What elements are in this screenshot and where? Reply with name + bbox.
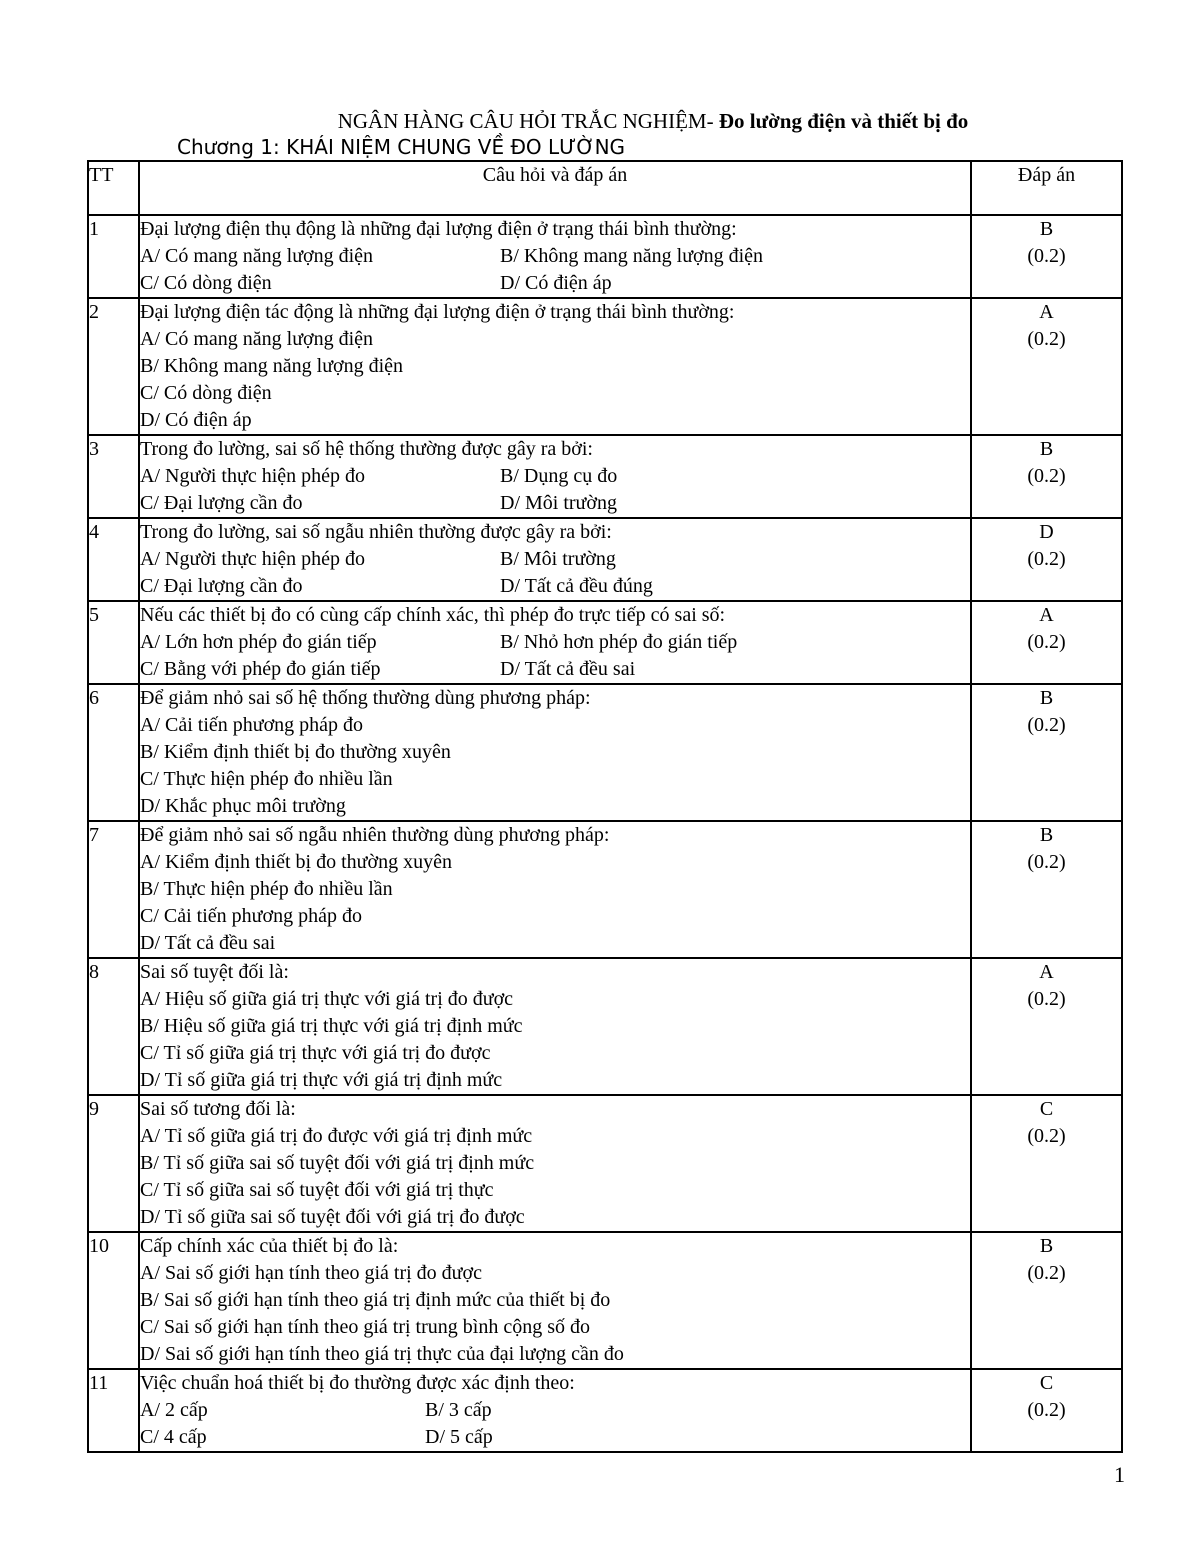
question-cell	[139, 684, 971, 821]
option-a: A/ Có mang năng lượng điện	[140, 245, 374, 267]
option-d: D/ Có điện áp	[500, 272, 612, 294]
question-text: Việc chuẩn hoá thiết bị đo thường được xác định theo:	[140, 1372, 575, 1394]
question-cell	[139, 821, 971, 958]
table-row	[88, 1369, 1122, 1452]
option-a: A/ Tỉ số giữa giá trị đo được với giá trị định mức	[140, 1125, 533, 1147]
option-a: A/ Lớn hơn phép đo gián tiếp	[140, 631, 377, 653]
option-c: C/ Đại lượng cần đo	[140, 492, 303, 514]
row-number: 8	[88, 958, 139, 1095]
answer-letter: B	[1039, 218, 1054, 240]
answer-letter: C	[1039, 1372, 1054, 1394]
header-question: Câu hỏi và đáp án	[139, 161, 971, 215]
answer-cell	[971, 215, 1122, 298]
chapter-heading: Chương 1: KHÁI NIỆM CHUNG VỀ ĐO LƯỜNG	[177, 135, 626, 159]
question-cell	[139, 215, 971, 298]
answer-cell	[971, 684, 1122, 821]
answer-letter: B	[1039, 438, 1054, 460]
answer-letter: B	[1039, 1235, 1054, 1257]
option-a: A/ Cải tiến phương pháp đo	[140, 714, 364, 736]
answer-score: (0.2)	[1027, 465, 1066, 487]
answer-score: (0.2)	[1027, 1399, 1066, 1421]
question-cell	[139, 518, 971, 601]
row-number: 7	[88, 821, 139, 958]
answer-letter: A	[1039, 961, 1054, 983]
page-number: 1	[1114, 1462, 1125, 1487]
answer-cell	[971, 298, 1122, 435]
answer-cell	[971, 1369, 1122, 1452]
answer-score: (0.2)	[1027, 245, 1066, 267]
option-c: C/ Sai số giới hạn tính theo giá trị trung bình cộng số đo	[140, 1316, 590, 1338]
question-cell	[139, 435, 971, 518]
header-tt: TT	[88, 161, 139, 215]
answer-cell	[971, 518, 1122, 601]
answer-cell	[971, 958, 1122, 1095]
table-row	[88, 821, 1122, 958]
header-answer: Đáp án	[971, 161, 1122, 215]
row-number: 3	[88, 435, 139, 518]
answer-score: (0.2)	[1027, 1262, 1066, 1284]
option-a: A/ Có mang năng lượng điện	[140, 328, 374, 350]
question-text: Sai số tương đối là:	[140, 1098, 296, 1120]
answer-score: (0.2)	[1027, 1125, 1066, 1147]
row-number: 5	[88, 601, 139, 684]
option-d: D/ Môi trường	[500, 492, 617, 514]
option-c: C/ 4 cấp	[140, 1426, 207, 1448]
document-title	[0, 108, 1200, 134]
question-text: Để giảm nhỏ sai số ngẫu nhiên thường dùng phương pháp:	[140, 824, 610, 846]
option-d: D/ Tất cả đều sai	[140, 932, 276, 954]
table-row	[88, 215, 1122, 298]
table-row	[88, 684, 1122, 821]
option-b: B/ Không mang năng lượng điện	[500, 245, 764, 267]
table-row	[88, 518, 1122, 601]
answer-letter: B	[1039, 824, 1054, 846]
question-cell	[139, 958, 971, 1095]
answer-letter: D	[1039, 521, 1054, 543]
option-b: B/ Thực hiện phép đo nhiều lần	[140, 878, 393, 900]
row-number: 6	[88, 684, 139, 821]
question-cell	[139, 298, 971, 435]
option-c: C/ Cải tiến phương pháp đo	[140, 905, 362, 927]
option-b: B/ Môi trường	[500, 548, 616, 570]
table-row	[88, 435, 1122, 518]
option-a: A/ 2 cấp	[140, 1399, 208, 1421]
answer-cell	[971, 601, 1122, 684]
option-c: C/ Tỉ số giữa sai số tuyệt đối với giá trị thực	[140, 1179, 494, 1201]
option-d: D/ Khắc phục môi trường	[140, 795, 346, 817]
option-b: B/ Nhỏ hơn phép đo gián tiếp	[500, 631, 738, 653]
option-c: C/ Thực hiện phép đo nhiều lần	[140, 768, 393, 790]
answer-letter: B	[1039, 687, 1054, 709]
question-text: Để giảm nhỏ sai số hệ thống thường dùng phương pháp:	[140, 687, 591, 709]
question-text: Đại lượng điện thụ động là những đại lượng điện ở trạng thái bình thường:	[140, 218, 737, 240]
answer-cell	[971, 435, 1122, 518]
option-b: B/ Tỉ số giữa sai số tuyệt đối với giá trị định mức	[140, 1152, 535, 1174]
option-a: A/ Hiệu số giữa giá trị thực với giá trị đo được	[140, 988, 514, 1010]
option-c: C/ Đại lượng cần đo	[140, 575, 303, 597]
option-a: A/ Người thực hiện phép đo	[140, 465, 365, 487]
option-b: B/ Kiểm định thiết bị đo thường xuyên	[140, 741, 451, 763]
answer-letter: C	[1039, 1098, 1054, 1120]
row-number: 11	[88, 1369, 139, 1452]
answer-score: (0.2)	[1027, 988, 1066, 1010]
option-c: C/ Bằng với phép đo gián tiếp	[140, 658, 381, 680]
option-d: D/ Tỉ số giữa giá trị thực với giá trị định mức	[140, 1069, 503, 1091]
title-prefix: NGÂN HÀNG CÂU HỎI TRẮC NGHIỆM-	[337, 109, 714, 133]
option-d: D/ Tất cả đều sai	[500, 658, 636, 680]
answer-letter: A	[1039, 604, 1054, 626]
table-row	[88, 298, 1122, 435]
question-text: Trong đo lường, sai số ngẫu nhiên thường được gây ra bởi:	[140, 521, 612, 543]
option-c: C/ Có dòng điện	[140, 382, 272, 404]
option-d: D/ Tỉ số giữa sai số tuyệt đối với giá trị đo được	[140, 1206, 525, 1228]
question-cell	[139, 1095, 971, 1232]
option-c: C/ Tỉ số giữa giá trị thực với giá trị đo được	[140, 1042, 491, 1064]
answer-letter: A	[1039, 301, 1054, 323]
option-b: B/ Không mang năng lượng điện	[140, 355, 404, 377]
question-text: Đại lượng điện tác động là những đại lượng điện ở trạng thái bình thường:	[140, 301, 735, 323]
answer-score: (0.2)	[1027, 851, 1066, 873]
answer-score: (0.2)	[1027, 548, 1066, 570]
option-d: D/ Có điện áp	[140, 409, 252, 431]
option-a: A/ Sai số giới hạn tính theo giá trị đo được	[140, 1262, 482, 1284]
option-b: B/ Dụng cụ đo	[500, 465, 618, 487]
row-number: 9	[88, 1095, 139, 1232]
question-text: Nếu các thiết bị đo có cùng cấp chính xác, thì phép đo trực tiếp có sai số:	[140, 604, 726, 626]
answer-cell	[971, 821, 1122, 958]
table-header-row	[88, 161, 1122, 215]
title-subject: Đo lường điện và thiết bị đo	[713, 109, 969, 133]
table-row	[88, 1232, 1122, 1369]
question-cell	[139, 601, 971, 684]
option-b: B/ Sai số giới hạn tính theo giá trị định mức của thiết bị đo	[140, 1289, 611, 1311]
option-d: D/ Sai số giới hạn tính theo giá trị thực của đại lượng cần đo	[140, 1343, 624, 1365]
question-text: Sai số tuyệt đối là:	[140, 961, 289, 983]
option-a: A/ Kiểm định thiết bị đo thường xuyên	[140, 851, 452, 873]
table-row	[88, 1095, 1122, 1232]
option-b: B/ Hiệu số giữa giá trị thực với giá trị định mức	[140, 1015, 523, 1037]
table-row	[88, 601, 1122, 684]
question-cell	[139, 1232, 971, 1369]
option-c: C/ Có dòng điện	[140, 272, 272, 294]
row-number: 1	[88, 215, 139, 298]
option-d: D/ Tất cả đều đúng	[500, 575, 653, 597]
answer-score: (0.2)	[1027, 328, 1066, 350]
table-row	[88, 958, 1122, 1095]
question-text: Trong đo lường, sai số hệ thống thường được gây ra bởi:	[140, 438, 593, 460]
row-number: 2	[88, 298, 139, 435]
answer-cell	[971, 1095, 1122, 1232]
row-number: 10	[88, 1232, 139, 1369]
option-d: D/ 5 cấp	[425, 1426, 493, 1448]
option-b: B/ 3 cấp	[425, 1399, 492, 1421]
question-cell	[139, 1369, 971, 1452]
answer-score: (0.2)	[1027, 714, 1066, 736]
answer-score: (0.2)	[1027, 631, 1066, 653]
question-text: Cấp chính xác của thiết bị đo là:	[140, 1235, 399, 1257]
question-table	[87, 160, 1123, 1453]
answer-cell	[971, 1232, 1122, 1369]
option-a: A/ Người thực hiện phép đo	[140, 548, 365, 570]
row-number: 4	[88, 518, 139, 601]
